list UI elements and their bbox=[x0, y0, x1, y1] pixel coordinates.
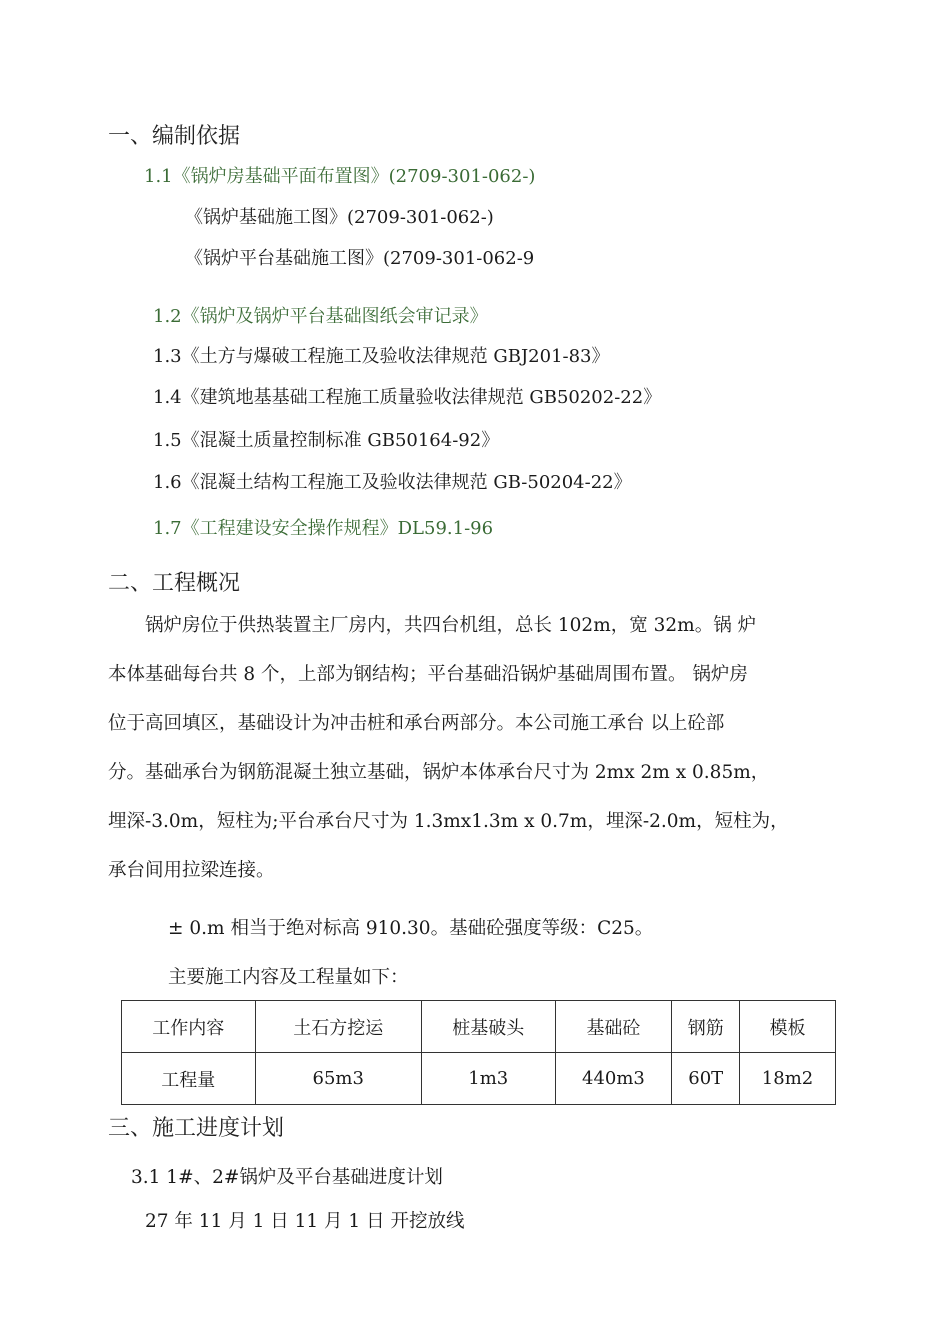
table-cell: 1m3 bbox=[421, 1053, 555, 1105]
reference-1-6: 1.6《混凝土结构工程施工及验收法律规范 GB-50204-22》 bbox=[153, 472, 632, 493]
overview-paragraph bbox=[108, 601, 850, 895]
table-row bbox=[122, 1001, 836, 1053]
table-cell: 440m3 bbox=[555, 1053, 672, 1105]
table-header-cell: 模板 bbox=[740, 1001, 836, 1053]
reference-1-1: 1.1《锅炉房基础平面布置图》(2709-301-062-) bbox=[144, 166, 536, 187]
table-header-cell: 桩基破头 bbox=[421, 1001, 555, 1053]
table-header-cell: 钢筋 bbox=[672, 1001, 740, 1053]
reference-1-5: 1.5《混凝土质量控制标准 GB50164-92》 bbox=[153, 430, 500, 451]
table-cell: 工程量 bbox=[122, 1053, 256, 1105]
reference-1-1c: 《锅炉平台基础施工图》(2709-301-062-9 bbox=[185, 248, 535, 269]
overview-line: 埋深-3.0m，短柱为;平台承台尺寸为 1.3mx1.3m x 0.7m，埋深-2.0m，短柱为， bbox=[108, 811, 789, 832]
overview-line: 分。基础承台为钢筋混凝土独立基础，锅炉本体承台尺寸为 2mx 2m x 0.85m， bbox=[108, 762, 770, 783]
table-row bbox=[122, 1053, 836, 1105]
overview-line: 位于高回填区，基础设计为冲击桩和承台两部分。本公司施工承台 以上砼部 bbox=[108, 713, 725, 734]
work-quantity-table bbox=[121, 1000, 836, 1105]
elevation-line: ± 0.m 相当于绝对标高 910.30。基础砼强度等级：C25。 bbox=[168, 918, 654, 939]
schedule-subheading: 3.1 1#、2#锅炉及平台基础进度计划 bbox=[131, 1167, 443, 1188]
reference-1-1b: 《锅炉基础施工图》(2709-301-062-) bbox=[185, 207, 494, 228]
table-header-cell: 土石方挖运 bbox=[255, 1001, 421, 1053]
reference-1-4: 1.4《建筑地基基础工程施工质量验收法律规范 GB50202-22》 bbox=[153, 387, 662, 408]
reference-1-3: 1.3《土方与爆破工程施工及验收法律规范 GBJ201-83》 bbox=[153, 346, 610, 367]
table-cell: 60T bbox=[672, 1053, 740, 1105]
table-intro: 主要施工内容及工程量如下： bbox=[168, 967, 409, 988]
section1-heading: 一、编制依据 bbox=[108, 124, 241, 149]
table-cell: 65m3 bbox=[255, 1053, 421, 1105]
reference-1-2: 1.2《锅炉及锅炉平台基础图纸会审记录》 bbox=[153, 306, 488, 327]
table-header-cell: 工作内容 bbox=[122, 1001, 256, 1053]
table-header-cell: 基础砼 bbox=[555, 1001, 672, 1053]
overview-line: 锅炉房位于供热装置主厂房内，共四台机组，总长 102m，宽 32m。锅 炉 bbox=[108, 615, 757, 636]
overview-line: 承台间用拉梁连接。 bbox=[108, 860, 275, 881]
table-cell: 18m2 bbox=[740, 1053, 836, 1105]
reference-1-7: 1.7《工程建设安全操作规程》DL59.1-96 bbox=[153, 518, 494, 539]
overview-line: 本体基础每台共 8 个，上部为钢结构；平台基础沿锅炉基础周围布置。 锅炉房 bbox=[108, 664, 748, 685]
section2-heading: 二、工程概况 bbox=[108, 571, 241, 596]
section3-heading: 三、施工进度计划 bbox=[108, 1116, 285, 1141]
schedule-line: 27 年 11 月 1 日 11 月 1 日 开挖放线 bbox=[145, 1211, 465, 1232]
